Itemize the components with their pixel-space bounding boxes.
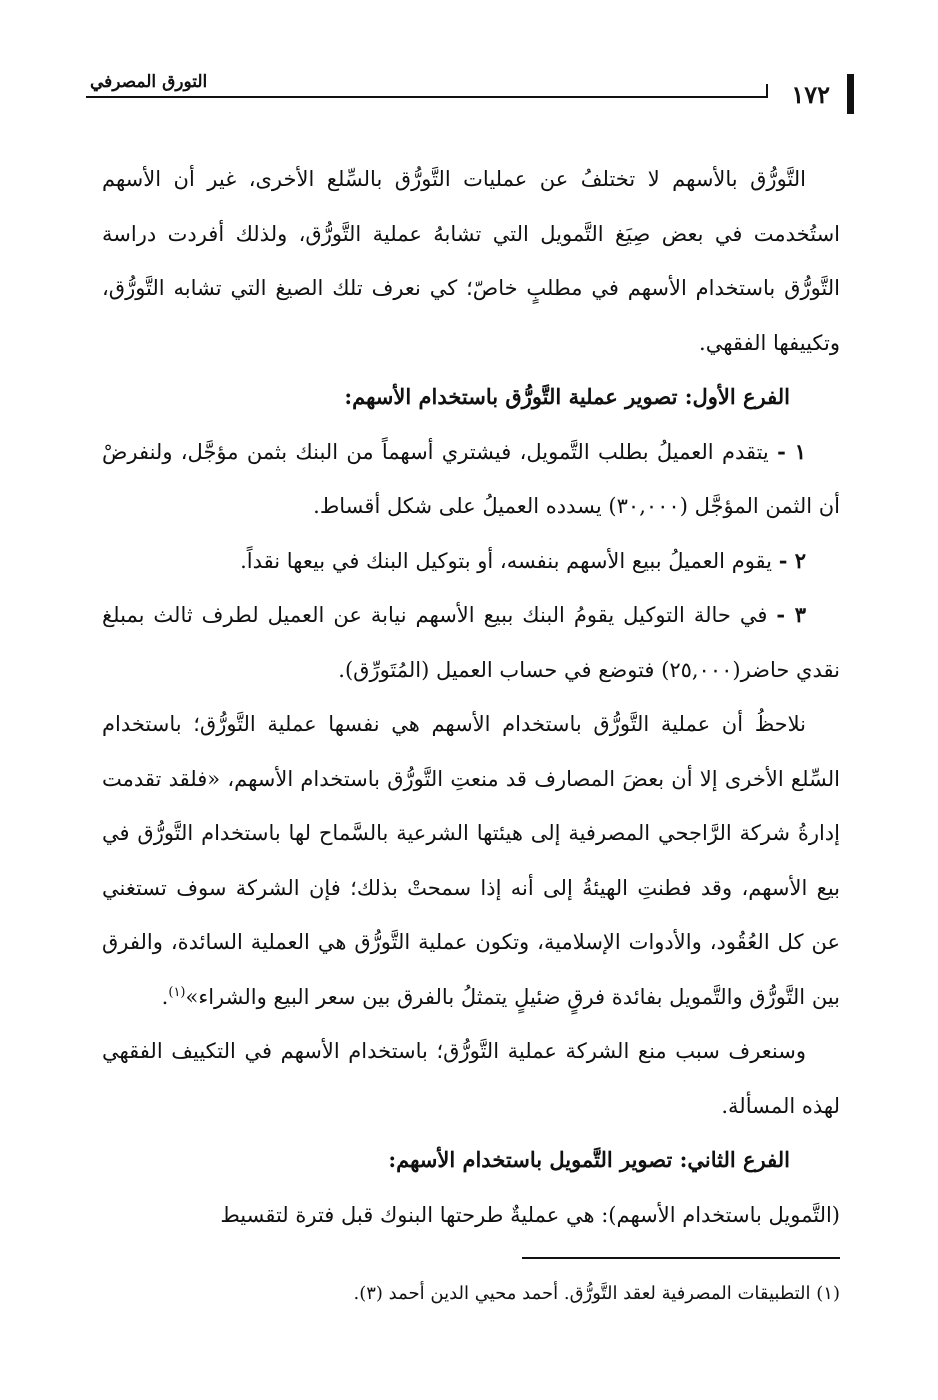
footnote-rule — [522, 1257, 840, 1259]
paragraph-reason: وسنعرف سبب منع الشركة عملية التَّورُّق؛ باستخدام الأسهم في التكييف الفقهي لهذه المسألة. — [102, 1039, 840, 1118]
list-item — [102, 534, 840, 589]
section-heading-first: الفرع الأول: تصوير عملية التَّورُّق باستخدام الأسهم: — [344, 384, 790, 409]
page-body — [102, 152, 840, 1242]
page-header — [84, 66, 854, 116]
list-item-text: يقوم العميلُ ببيع الأسهم بنفسه، أو بتوكيل البنك في بيعها نقداً. — [240, 548, 779, 573]
list-item-number: ١ - — [777, 438, 807, 464]
list-item-number: ٢ - — [778, 547, 806, 573]
running-title: التورق المصرفي — [90, 72, 208, 92]
header-bar — [847, 74, 854, 114]
paragraph-observation-end: . — [161, 984, 169, 1009]
footnote-reference[interactable]: (١) — [168, 984, 186, 1000]
section-heading-second: الفرع الثاني: تصوير التَّمويل باستخدام الأسهم: — [388, 1147, 790, 1172]
list-item-text: يتقدم العميلُ بطلب التَّمويل، فيشتري أسهماً من البنك بثمن مؤجَّل، ولنفرضْ أن الثمن المؤجَّل (٣٠,٠٠٠) يسدده العميلُ على شكل أقساط. — [102, 439, 840, 518]
list-item — [102, 425, 840, 534]
list-item — [102, 588, 840, 697]
footnote: (١) التطبيقات المصرفية لعقد التَّورُّق. أحمد محيي الدين أحمد (٣). — [353, 1283, 840, 1304]
list-item-text: في حالة التوكيل يقومُ البنك ببيع الأسهم نيابة عن العميل لطرف ثالث بمبلغ نقدي حاضر(٢٥,٠٠٠) فتوضع في حساب العميل (المُتَورِّق). — [102, 603, 840, 682]
paragraph-intro: التَّورُّق بالأسهم لا تختلفُ عن عمليات التَّورُّق بالسِّلع الأخرى، غير أن الأسهم استُخدمت في بعض صِيَغ التَّمويل التي تشابهُ عملية التَّورُّق، ولذلك أفردت دراسة التَّورُّق باستخدام الأسهم في مطلبٍ خاصّ؛ كي نعرف تلك الصيغ التي تشابه التَّورُّق، وتكييفها الفقهي. — [102, 167, 840, 355]
paragraph-financing: (التَّمويل باستخدام الأسهم): هي عمليةٌ طرحتها البنوك قبل فترة لتقسيط — [220, 1202, 840, 1227]
header-rule — [86, 96, 768, 98]
page-number: ١٧٢ — [791, 80, 830, 109]
paragraph-observation-text: نلاحظُ أن عملية التَّورُّق باستخدام الأسهم هي نفسها عملية التَّورُّق؛ باستخدام السِّلع الأخرى إلا أن بعضَ المصارف قد منعتِ التَّورُّق باستخدام الأسهم، «فلقد تقدمت إدارةُ شركة الرَّاجحي المصرفية إلى هيئتها الشرعية بالسَّماح لها باستخدام التَّورُّق في بيع الأسهم، وقد فطنتِ الهيئةُ إلى أنه إذا سمحتْ بذلك؛ فإن الشركة سوف تستغني عن كل العُقُود، والأدوات الإسلامية، وتكون عملية التَّورُّق هي العملية السائدة، والفرق بين التَّورُّق والتَّمويل بفائدة فرقٍ ضئيلٍ يتمثلُ بالفرق بين سعر البيع والشراء» — [102, 712, 840, 1009]
paragraph-observation — [102, 697, 840, 1024]
list-item-number: ٣ - — [776, 602, 806, 627]
